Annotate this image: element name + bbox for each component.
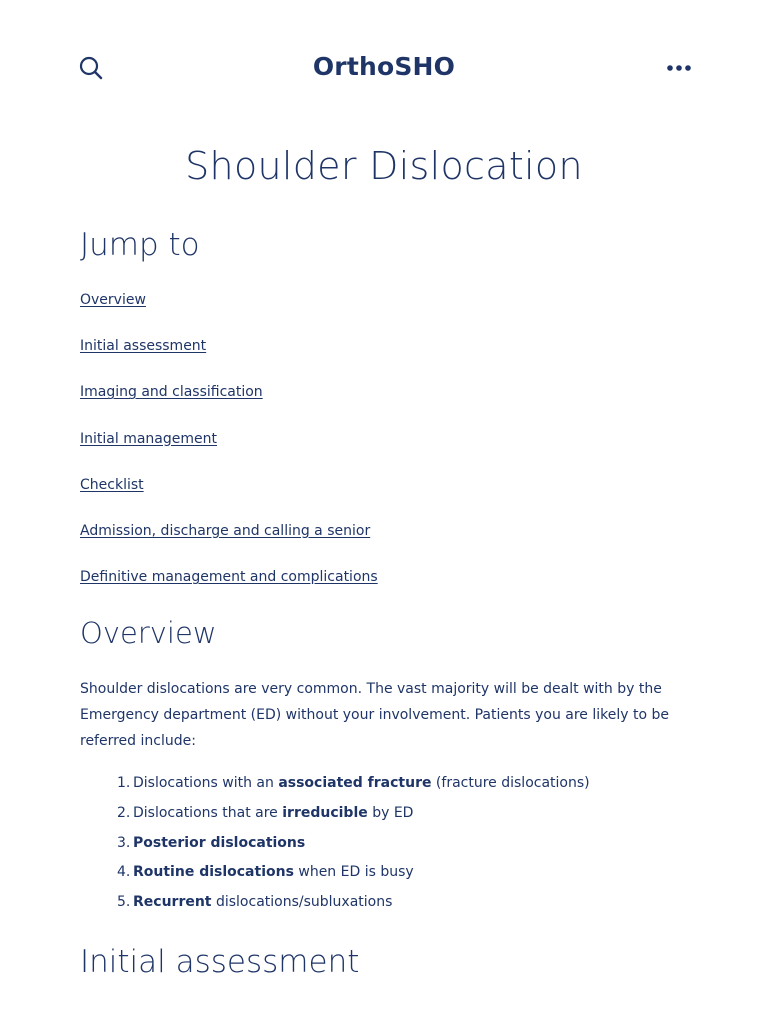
item-text: (fracture dislocations)	[431, 775, 590, 791]
list-item	[117, 833, 693, 862]
site-header	[0, 0, 768, 136]
list-number: 5.	[117, 894, 131, 910]
page-title: Shoulder Dislocation	[185, 144, 583, 188]
overview-paragraph: Shoulder dislocations are very common. The vast majority will be dealt with by the Emergency department (ED) without your involvement. Patients you are likely to be referred include:	[80, 681, 669, 749]
item-bold: Recurrent	[133, 894, 212, 910]
list-item	[117, 773, 693, 803]
item-text: dislocations/subluxations	[211, 894, 393, 910]
list-item	[117, 803, 693, 833]
more-horizontal-icon	[666, 58, 692, 78]
list-number: 1.	[117, 775, 131, 791]
item-text: Dislocations with an	[133, 775, 279, 791]
list-number: 4.	[117, 864, 131, 880]
initial-assessment-heading: Initial assessment	[80, 944, 360, 980]
item-text: Dislocations that are	[133, 805, 283, 821]
overview-heading: Overview	[80, 616, 217, 650]
item-bold: irreducible	[282, 805, 368, 821]
list-item	[117, 862, 693, 892]
jump-link-admission-discharge[interactable]: Admission, discharge and calling a senior	[80, 522, 371, 539]
list-number: 3.	[117, 835, 131, 851]
item-text: when ED is busy	[293, 864, 414, 880]
site-title[interactable]: OrthoSHO	[312, 52, 456, 81]
jump-to-heading: Jump to	[80, 227, 200, 263]
list-item	[117, 892, 693, 922]
menu-button[interactable]	[666, 58, 692, 78]
jump-link-checklist[interactable]: Checklist	[80, 476, 144, 493]
jump-link-imaging-and-classification[interactable]: Imaging and classification	[80, 384, 263, 401]
jump-to-list	[80, 290, 680, 613]
item-bold: Routine dislocations	[133, 864, 294, 880]
jump-link-initial-assessment[interactable]: Initial assessment	[80, 338, 207, 355]
jump-link-initial-management[interactable]: Initial management	[80, 430, 217, 447]
item-text: by ED	[367, 805, 414, 821]
item-bold: Posterior dislocations	[133, 835, 306, 851]
list-number: 2.	[117, 805, 131, 821]
jump-link-definitive-management[interactable]: Definitive management and complications	[80, 569, 378, 586]
referral-list	[117, 773, 693, 922]
jump-link-overview[interactable]: Overview	[80, 292, 146, 308]
item-bold: associated fracture	[278, 775, 432, 791]
